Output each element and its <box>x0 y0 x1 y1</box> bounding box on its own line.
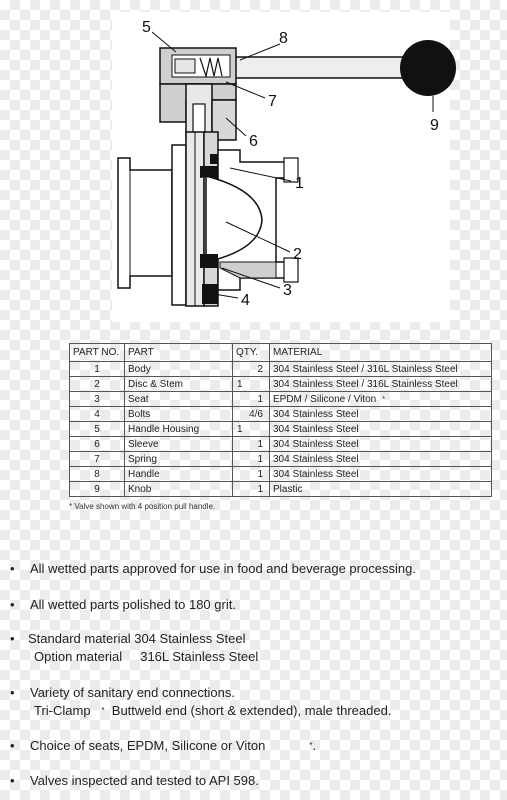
cell-qty: 1 <box>233 392 270 407</box>
cell-part: Spring <box>125 452 233 467</box>
left-body-flange <box>172 145 186 305</box>
bullet-text <box>30 737 316 755</box>
footnote-mark: * <box>101 706 105 715</box>
seat-bottom <box>200 254 218 268</box>
bullet-text: Valves inspected and tested to API 598. <box>30 773 259 788</box>
bullet-marker: • <box>10 738 15 753</box>
header-material: MATERIAL <box>270 344 492 362</box>
handle-bar <box>232 57 408 78</box>
cell-material: 304 Stainless Steel <box>270 422 492 437</box>
table-row <box>70 377 492 392</box>
cell-qty: 1 <box>233 467 270 482</box>
bullet-marker: • <box>10 773 15 788</box>
cell-part: Handle <box>125 467 233 482</box>
cell-part: Disc & Stem <box>125 377 233 392</box>
bullet-text: All wetted parts approved for use in food and beverage processing. <box>30 561 416 576</box>
butterfly-valve-diagram <box>0 0 507 330</box>
table-row <box>70 482 492 497</box>
cell-qty: 1 <box>233 422 270 437</box>
table-row <box>70 362 492 377</box>
bullet-text: Standard material 304 Stainless Steel <box>28 631 246 646</box>
cell-qty: 1 <box>233 437 270 452</box>
callout-4: 4 <box>241 292 250 309</box>
bullet-text-line2: Option material 316L Stainless Steel <box>34 649 259 664</box>
cell-material: 304 Stainless Steel <box>270 452 492 467</box>
tri-clamp-text: Tri-Clamp <box>34 703 91 718</box>
end-connections-text: Buttweld end (short & extended), male threaded. <box>111 703 392 718</box>
callout-5: 5 <box>142 19 151 36</box>
cell-material <box>270 392 492 407</box>
callout-3: 3 <box>283 282 292 299</box>
cell-part-no: 8 <box>70 467 125 482</box>
table-row <box>70 452 492 467</box>
cell-material: 304 Stainless Steel / 316L Stainless Steel <box>270 362 492 377</box>
table-row <box>70 437 492 452</box>
footnote-mark: * <box>382 395 385 403</box>
callout-2: 2 <box>293 246 302 263</box>
cell-part-no: 9 <box>70 482 125 497</box>
bullet-marker: • <box>10 561 15 576</box>
bullet-text: All wetted parts polished to 180 grit. <box>30 597 236 612</box>
cell-part: Seat <box>125 392 233 407</box>
cell-part: Handle Housing <box>125 422 233 437</box>
table-row <box>70 422 492 437</box>
cell-material: 304 Stainless Steel / 316L Stainless Steel <box>270 377 492 392</box>
knob <box>400 40 456 96</box>
cell-part-no: 4 <box>70 407 125 422</box>
bullet-text: Variety of sanitary end connections. <box>30 685 235 700</box>
header-part: PART <box>125 344 233 362</box>
cell-material: 304 Stainless Steel <box>270 407 492 422</box>
cell-part-no: 3 <box>70 392 125 407</box>
callout-8: 8 <box>279 30 288 47</box>
callout-9: 9 <box>430 117 439 134</box>
footnote-mark: * <box>309 741 313 750</box>
cell-material: Plastic <box>270 482 492 497</box>
cell-part-no: 7 <box>70 452 125 467</box>
material-text: EPDM / Silicone / Viton <box>273 393 377 405</box>
cell-part: Bolts <box>125 407 233 422</box>
cell-part-no: 1 <box>70 362 125 377</box>
table-row <box>70 467 492 482</box>
seat-upper-bead <box>210 154 218 164</box>
housing-pin <box>175 59 195 73</box>
cell-qty: 1 <box>233 377 270 392</box>
left-clamp-ferrule <box>118 158 172 288</box>
cell-qty: 1 <box>233 452 270 467</box>
parts-table <box>69 343 492 497</box>
cell-part-no: 5 <box>70 422 125 437</box>
parts-table-header <box>70 344 492 362</box>
table-row <box>70 392 492 407</box>
cell-qty: 4/6 <box>233 407 270 422</box>
bullet-marker: • <box>10 597 15 612</box>
header-part-no: PART NO. <box>70 344 125 362</box>
cell-qty: 1 <box>233 482 270 497</box>
callout-6: 6 <box>249 133 258 150</box>
table-row <box>70 407 492 422</box>
bullet-marker: • <box>10 631 15 646</box>
cell-part: Body <box>125 362 233 377</box>
cell-part: Sleeve <box>125 437 233 452</box>
cell-part-no: 2 <box>70 377 125 392</box>
seats-text: Choice of seats, EPDM, Silicone or Viton <box>30 738 266 753</box>
bullet-marker: • <box>10 685 15 700</box>
cell-material: 304 Stainless Steel <box>270 437 492 452</box>
callout-1: 1 <box>295 175 304 192</box>
callout-7: 7 <box>268 93 277 110</box>
cell-material: 304 Stainless Steel <box>270 467 492 482</box>
header-qty: QTY. <box>233 344 270 362</box>
cell-qty: 2 <box>233 362 270 377</box>
cell-part-no: 6 <box>70 437 125 452</box>
cell-part: Knob <box>125 482 233 497</box>
period-text: . <box>312 738 317 753</box>
table-footnote: * Valve shown with 4 position pull handle. <box>69 502 216 511</box>
bullet-text-line2 <box>34 702 391 720</box>
